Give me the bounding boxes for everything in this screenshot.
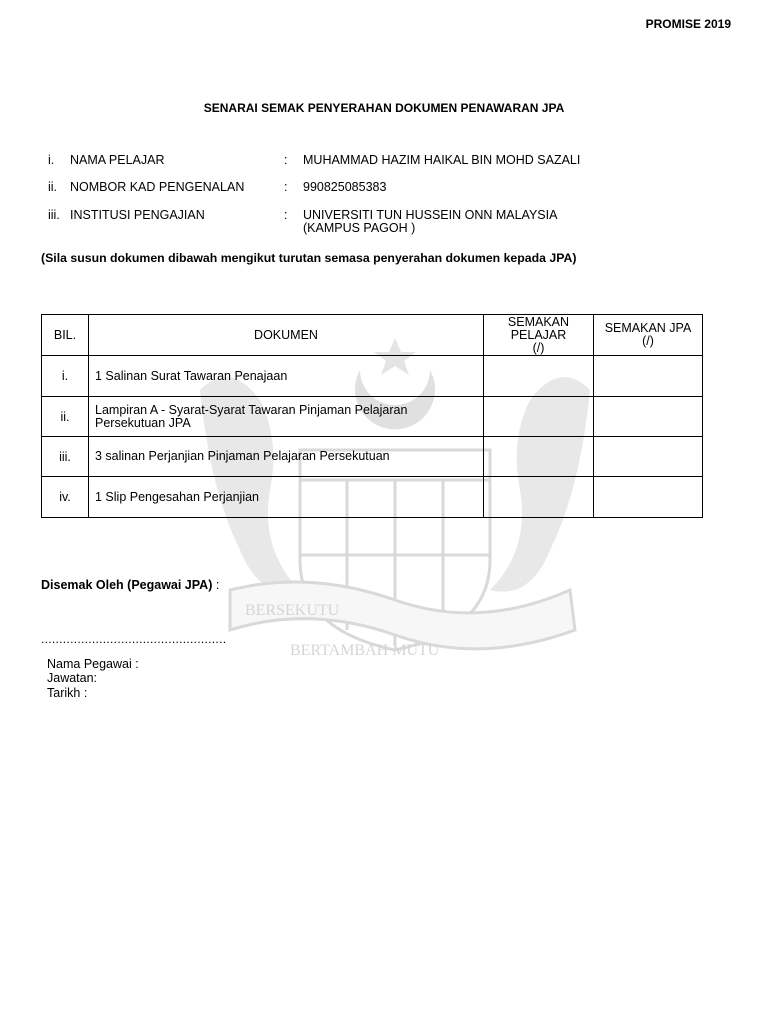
row-bil: iv. bbox=[42, 477, 89, 518]
signature-line: ................................................... bbox=[41, 632, 227, 646]
table-row bbox=[42, 477, 703, 518]
header-bil: BIL. bbox=[42, 315, 89, 356]
header-semakan-jpa-label: SEMAKAN JPA bbox=[604, 321, 692, 335]
header-semakan-jpa-mark: (/) bbox=[642, 334, 654, 348]
row-dokumen-text: Lampiran A - Syarat-Syarat Tawaran Pinjaman Pelajaran Persekutuan JPA bbox=[95, 402, 408, 430]
row-bil: ii. bbox=[42, 397, 89, 437]
document-checklist-table bbox=[41, 314, 703, 518]
info-number: iii. bbox=[48, 208, 60, 222]
jpa-check-cell[interactable] bbox=[594, 356, 703, 397]
officer-position-field: Jawatan: bbox=[47, 671, 98, 685]
header-tag: PROMISE 2019 bbox=[645, 17, 731, 31]
jpa-check-cell[interactable] bbox=[594, 397, 703, 437]
info-label: NOMBOR KAD PENGENALAN bbox=[70, 180, 245, 194]
jpa-check-cell[interactable] bbox=[594, 477, 703, 518]
student-name-value: MUHAMMAD HAZIM HAIKAL BIN MOHD SAZALI bbox=[303, 153, 581, 167]
row-dokumen bbox=[89, 397, 484, 437]
institution-value: UNIVERSITI TUN HUSSEIN ONN MALAYSIA (KAMPUS PAGOH ) bbox=[303, 208, 557, 235]
info-colon: : bbox=[284, 208, 288, 222]
header-semakan-pelajar-label: SEMAKAN PELAJAR bbox=[507, 314, 570, 342]
info-label: INSTITUSI PENGAJIAN bbox=[70, 208, 205, 222]
info-colon: : bbox=[284, 153, 288, 167]
reviewed-by-label: Disemak Oleh (Pegawai JPA) bbox=[41, 578, 213, 592]
info-colon: : bbox=[284, 180, 288, 194]
ic-number-value: 990825085383 bbox=[303, 180, 387, 194]
document-title: SENARAI SEMAK PENYERAHAN DOKUMEN PENAWARAN JPA bbox=[203, 101, 565, 115]
student-check-cell[interactable] bbox=[484, 356, 594, 397]
instruction-text: (Sila susun dokumen dibawah mengikut turutan semasa penyerahan dokumen kepada JPA) bbox=[41, 251, 577, 265]
table-header-row bbox=[42, 315, 703, 356]
student-check-cell[interactable] bbox=[484, 477, 594, 518]
table-row bbox=[42, 397, 703, 437]
row-dokumen: 1 Salinan Surat Tawaran Penajaan bbox=[89, 356, 484, 397]
reviewed-by-suffix: : bbox=[212, 578, 220, 592]
header-semakan-jpa bbox=[594, 315, 703, 356]
info-number: ii. bbox=[48, 180, 58, 194]
table-row bbox=[42, 437, 703, 477]
header-dokumen: DOKUMEN bbox=[89, 315, 484, 356]
header-semakan-pelajar-mark: (/) bbox=[532, 340, 545, 355]
reviewed-by bbox=[41, 578, 219, 592]
row-dokumen: 3 salinan Perjanjian Pinjaman Pelajaran Persekutuan bbox=[89, 437, 484, 477]
info-label: NAMA PELAJAR bbox=[70, 153, 165, 167]
info-number: i. bbox=[48, 153, 55, 167]
student-check-cell[interactable] bbox=[484, 437, 594, 477]
student-check-cell[interactable] bbox=[484, 397, 594, 437]
officer-date-field: Tarikh : bbox=[47, 686, 88, 700]
officer-name-field: Nama Pegawai : bbox=[47, 657, 139, 671]
row-dokumen: 1 Slip Pengesahan Perjanjian bbox=[89, 477, 484, 518]
row-bil: i. bbox=[42, 356, 89, 397]
header-semakan-pelajar bbox=[484, 315, 594, 356]
jpa-check-cell[interactable] bbox=[594, 437, 703, 477]
motto-top: BERSEKUTU bbox=[245, 602, 340, 619]
table-row bbox=[42, 356, 703, 397]
row-bil: iii. bbox=[42, 437, 89, 477]
motto-bottom: BERTAMBAH MUTU bbox=[290, 642, 440, 659]
